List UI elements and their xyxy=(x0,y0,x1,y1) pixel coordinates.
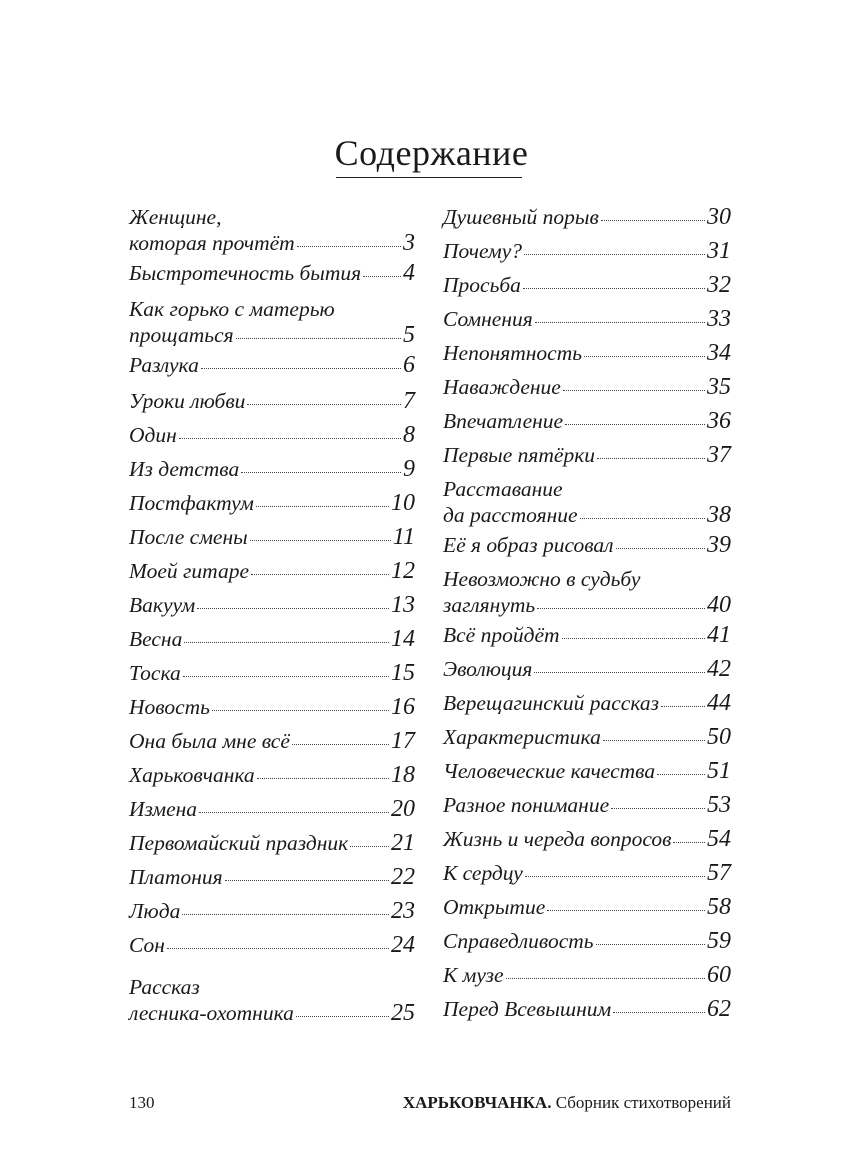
toc-entry xyxy=(443,758,731,784)
toc-entry xyxy=(443,622,731,648)
dot-leader xyxy=(523,288,705,289)
toc-entry-page: 9 xyxy=(403,456,415,482)
toc-entry-title: Непонятность xyxy=(443,341,583,365)
dot-leader xyxy=(597,458,705,459)
toc-entry xyxy=(129,352,415,378)
toc-entry-page: 30 xyxy=(707,204,731,230)
toc-entry-title: лесника-охотника xyxy=(129,1001,294,1025)
toc-entry xyxy=(129,830,415,856)
toc-entry xyxy=(129,864,415,890)
toc-entry-title: Один xyxy=(129,423,177,447)
dot-leader xyxy=(525,876,705,877)
toc-entry-title: Тоска xyxy=(129,661,181,685)
toc-entry xyxy=(443,826,731,852)
toc-entry-title: Новость xyxy=(129,695,210,719)
dot-leader xyxy=(292,744,389,745)
dot-leader xyxy=(603,740,705,741)
toc-entry-title: Открытие xyxy=(443,895,546,919)
toc-entry-page: 36 xyxy=(707,408,731,434)
dot-leader xyxy=(197,608,389,609)
dot-leader xyxy=(547,910,705,911)
toc-entry xyxy=(443,532,731,558)
dot-leader xyxy=(535,322,705,323)
toc-entry xyxy=(443,476,731,528)
dot-leader xyxy=(184,642,389,643)
toc-entry-page: 11 xyxy=(392,524,415,550)
dot-leader xyxy=(537,608,705,609)
toc-entry-page: 42 xyxy=(707,656,731,682)
page-footer xyxy=(129,1093,731,1113)
toc-entry-title: Характеристика xyxy=(443,725,601,749)
dot-leader xyxy=(584,356,705,357)
toc-entry xyxy=(129,762,415,788)
toc-entry-title: Сон xyxy=(129,933,165,957)
toc-entry xyxy=(129,592,415,618)
toc-entry-page: 20 xyxy=(391,796,415,822)
toc-entry-page: 23 xyxy=(391,898,415,924)
dot-leader xyxy=(225,880,389,881)
toc-entry-title: которая прочтёт xyxy=(129,231,295,255)
toc-entry-title: да расстояние xyxy=(443,503,578,527)
toc-entry-page: 60 xyxy=(707,962,731,988)
dot-leader xyxy=(601,220,705,221)
toc-entry-title-line1: Рассказ xyxy=(129,975,200,999)
toc-entry-page: 12 xyxy=(391,558,415,584)
dot-leader xyxy=(241,472,401,473)
toc-entry xyxy=(443,340,731,366)
toc-entry-title: Всё пройдёт xyxy=(443,623,560,647)
toc-entry xyxy=(443,374,731,400)
toc-entry xyxy=(443,566,731,618)
toc-entry-page: 6 xyxy=(403,352,415,378)
dot-leader xyxy=(563,390,705,391)
toc-entry-page: 44 xyxy=(707,690,731,716)
toc-entry-title: Почему? xyxy=(443,239,522,263)
toc-entry-title: Вакуум xyxy=(129,593,196,617)
toc-entry-page: 16 xyxy=(391,694,415,720)
toc-entry-title: Эволюция xyxy=(443,657,533,681)
toc-entry-page: 14 xyxy=(391,626,415,652)
toc-entry-title: Быстротечность бытия xyxy=(129,261,362,285)
toc-entry-title: К сердцу xyxy=(443,861,523,885)
toc-entry-page: 33 xyxy=(707,306,731,332)
toc-entry xyxy=(443,962,731,988)
dot-leader xyxy=(199,812,389,813)
toc-entry-page: 25 xyxy=(391,1000,415,1026)
toc-entry-page: 34 xyxy=(707,340,731,366)
dot-leader xyxy=(257,778,389,779)
toc-entry-page: 51 xyxy=(707,758,731,784)
dot-leader xyxy=(661,706,705,707)
toc-entry xyxy=(443,690,731,716)
toc-entry-page: 4 xyxy=(403,260,415,286)
toc-entry xyxy=(129,558,415,584)
toc-entry-title: Разлука xyxy=(129,353,199,377)
toc-entry-page: 41 xyxy=(707,622,731,648)
dot-leader xyxy=(562,638,705,639)
toc-entry-title: Первые пятёрки xyxy=(443,443,596,467)
toc-entry xyxy=(129,932,415,958)
toc-entry-page: 57 xyxy=(707,860,731,886)
toc-entry-title-line1: Невозможно в судьбу xyxy=(443,567,641,591)
dot-leader xyxy=(524,254,705,255)
toc-entry xyxy=(443,204,731,230)
toc-entry-page: 24 xyxy=(391,932,415,958)
toc-entry xyxy=(129,260,415,286)
toc-entry-page: 17 xyxy=(391,728,415,754)
toc-entry-page: 40 xyxy=(707,592,731,618)
dot-leader xyxy=(182,914,389,915)
toc-entry-page: 10 xyxy=(391,490,415,516)
page-number: 130 xyxy=(129,1093,155,1112)
toc-entry-title: Впечатление xyxy=(443,409,564,433)
toc-entry-title: Люда xyxy=(129,899,181,923)
toc-entry-page: 13 xyxy=(391,592,415,618)
toc-entry-title: Весна xyxy=(129,627,183,651)
dot-leader xyxy=(565,424,705,425)
dot-leader xyxy=(256,506,389,507)
toc-entry-title-line1: Женщине, xyxy=(129,205,222,229)
toc-entry xyxy=(129,660,415,686)
toc-entry xyxy=(443,442,731,468)
toc-entry-title: Харьковчанка xyxy=(129,763,255,787)
toc-entry-page: 31 xyxy=(707,238,731,264)
toc-entry xyxy=(129,204,415,256)
toc-entry xyxy=(443,928,731,954)
dot-leader xyxy=(179,438,401,439)
dot-leader xyxy=(350,846,389,847)
toc-entry-title: Наваждение xyxy=(443,375,561,399)
toc-entry xyxy=(443,306,731,332)
toc-entry-title: Измена xyxy=(129,797,198,821)
toc-entry xyxy=(129,626,415,652)
dot-leader xyxy=(611,808,705,809)
toc-entry-title: Человеческие качества xyxy=(443,759,656,783)
toc-entry-title: заглянуть xyxy=(443,593,536,617)
toc-entry-title: Первомайский праздник xyxy=(129,831,349,855)
toc-entry-title: Моей гитаре xyxy=(129,559,249,583)
page-title: Содержание xyxy=(334,133,529,173)
dot-leader xyxy=(616,548,705,549)
toc-entry-page: 39 xyxy=(707,532,731,558)
toc-entry xyxy=(129,490,415,516)
book-title: ХАРЬКОВЧАНКА. xyxy=(402,1093,552,1112)
toc-entry-title: Разное понимание xyxy=(443,793,610,817)
toc-entry-page: 53 xyxy=(707,792,731,818)
toc-entry xyxy=(443,408,731,434)
dot-leader xyxy=(580,518,705,519)
toc-entry-title: Душевный порыв xyxy=(443,205,599,229)
toc-entry-page: 35 xyxy=(707,374,731,400)
toc-entry xyxy=(129,974,415,1026)
toc-entry-title: Сомнения xyxy=(443,307,533,331)
toc-entry-title-line1: Как горько с матерью xyxy=(129,297,335,321)
toc-entry xyxy=(129,422,415,448)
dot-leader xyxy=(236,338,401,339)
toc-entry-title: После смены xyxy=(129,525,248,549)
toc-entry xyxy=(443,996,731,1022)
dot-leader xyxy=(613,1012,705,1013)
title-underline xyxy=(336,177,522,178)
toc-entry xyxy=(129,796,415,822)
toc-entry xyxy=(129,388,415,414)
toc-entry xyxy=(129,296,415,348)
dot-leader xyxy=(212,710,389,711)
toc-entry-title: Верещагинский рассказ xyxy=(443,691,660,715)
toc-entry-page: 32 xyxy=(707,272,731,298)
toc-entry xyxy=(443,724,731,750)
toc-entry xyxy=(129,728,415,754)
toc-entry-page: 37 xyxy=(707,442,731,468)
toc-entry-page: 54 xyxy=(707,826,731,852)
toc-entry-page: 8 xyxy=(403,422,415,448)
toc-entry-title: Перед Всевышним xyxy=(443,997,612,1021)
toc-entry-title: Жизнь и череда вопросов xyxy=(443,827,672,851)
toc-entry-page: 3 xyxy=(403,230,415,256)
toc-entry-title: Уроки любви xyxy=(129,389,246,413)
dot-leader xyxy=(657,774,705,775)
dot-leader xyxy=(673,842,705,843)
toc-entry xyxy=(443,656,731,682)
toc-entry-title: Она была мне всё xyxy=(129,729,290,753)
toc-entry-page: 22 xyxy=(391,864,415,890)
toc-entry-page: 58 xyxy=(707,894,731,920)
dot-leader xyxy=(297,246,401,247)
toc-entry-title: Просьба xyxy=(443,273,521,297)
toc-entry-page: 15 xyxy=(391,660,415,686)
dot-leader xyxy=(250,540,391,541)
toc-entry xyxy=(129,456,415,482)
dot-leader xyxy=(201,368,401,369)
toc-entry xyxy=(443,792,731,818)
running-title xyxy=(403,1093,731,1113)
toc-entry-title: Её я образ рисовал xyxy=(443,533,614,557)
toc-entry-title: К музе xyxy=(443,963,504,987)
toc-entry-page: 18 xyxy=(391,762,415,788)
toc-entry-title-line1: Расставание xyxy=(443,477,563,501)
dot-leader xyxy=(247,404,401,405)
dot-leader xyxy=(506,978,705,979)
book-subtitle: Сборник стихотворений xyxy=(555,1093,731,1112)
dot-leader xyxy=(596,944,705,945)
toc-entry-title: Справедливость xyxy=(443,929,594,953)
toc-entry xyxy=(443,860,731,886)
dot-leader xyxy=(296,1016,389,1017)
toc-entry-title: прощаться xyxy=(129,323,234,347)
toc-entry xyxy=(129,524,415,550)
dot-leader xyxy=(534,672,705,673)
toc-entry-page: 62 xyxy=(707,996,731,1022)
dot-leader xyxy=(251,574,389,575)
toc-entry xyxy=(443,272,731,298)
toc-entry-page: 7 xyxy=(403,388,415,414)
dot-leader xyxy=(167,948,389,949)
toc-entry-page: 38 xyxy=(707,502,731,528)
dot-leader xyxy=(183,676,389,677)
toc-entry xyxy=(129,898,415,924)
toc-entry-title: Постфактум xyxy=(129,491,254,515)
toc-entry-page: 50 xyxy=(707,724,731,750)
dot-leader xyxy=(363,276,401,277)
toc-entry-page: 5 xyxy=(403,322,415,348)
toc-entry xyxy=(443,238,731,264)
toc-entry xyxy=(129,694,415,720)
toc-entry-title: Из детства xyxy=(129,457,240,481)
toc-entry-page: 21 xyxy=(391,830,415,856)
toc-entry xyxy=(443,894,731,920)
toc-entry-page: 59 xyxy=(707,928,731,954)
toc-entry-title: Платония xyxy=(129,865,223,889)
